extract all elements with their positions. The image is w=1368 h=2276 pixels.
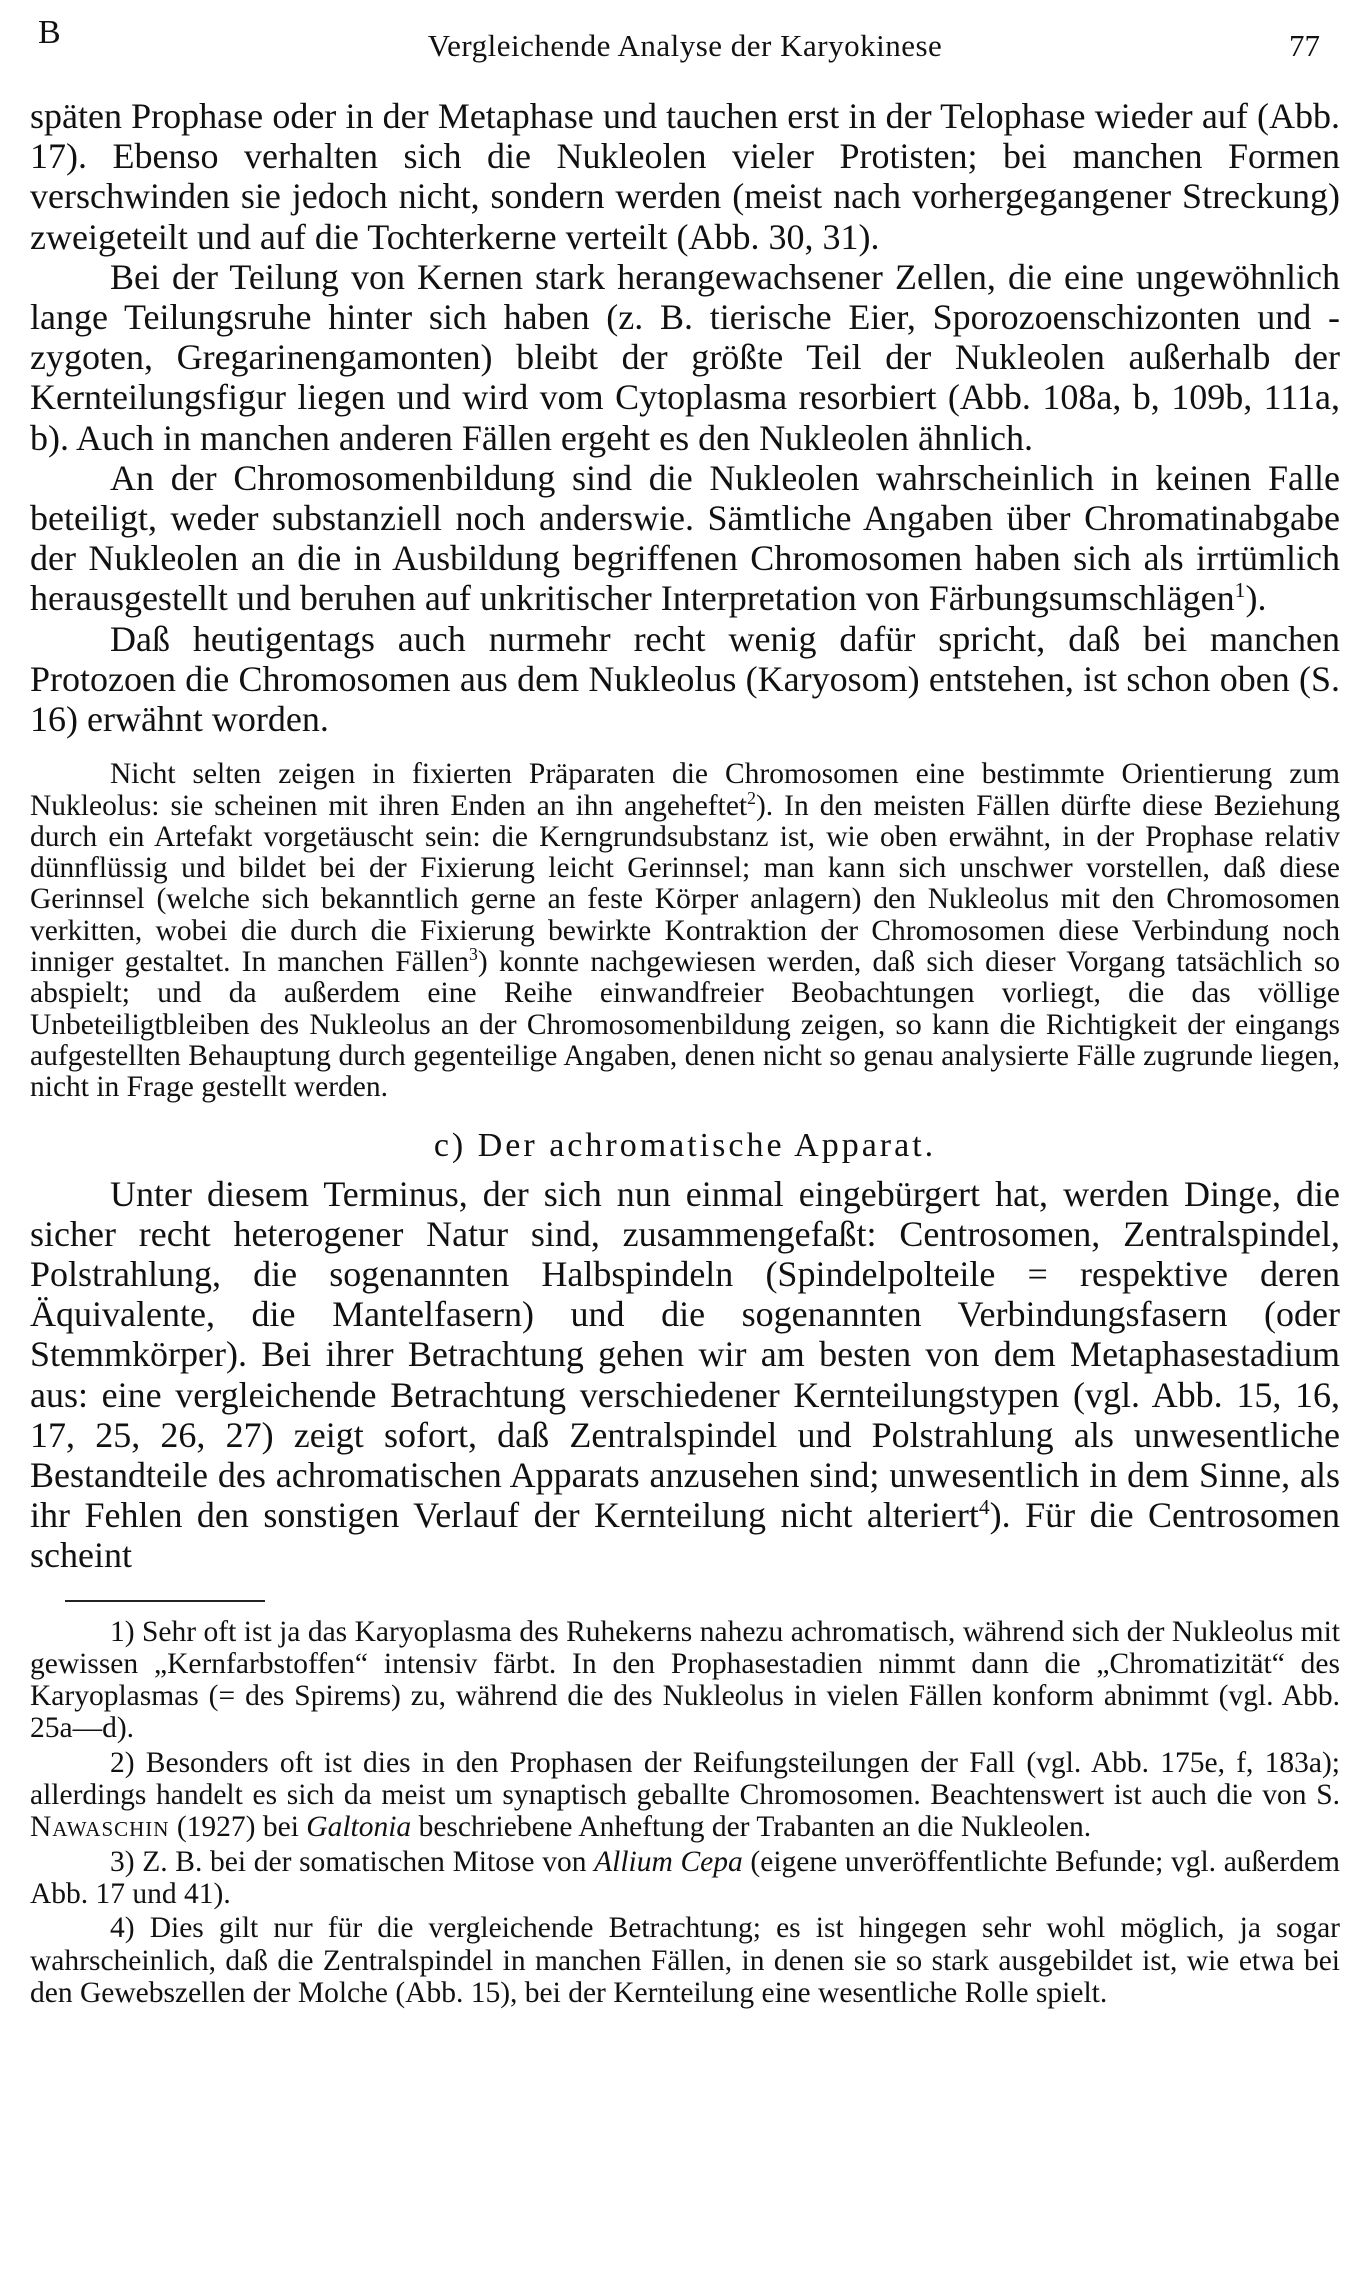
species-name: Allium Cepa (594, 1845, 743, 1878)
small-print-paragraph (30, 759, 1340, 1103)
footnote-ref-3: 3 (468, 944, 478, 965)
page-number: 77 (1289, 28, 1320, 63)
page-header (30, 0, 1340, 96)
paragraph-1: späten Prophase oder in der Metaphase und tauchen erst in der Telophase wieder auf (Abb. 17). Ebenso verhalten sich die Nukleolen vieler Protisten; bei manchen Formen verschwinden sie jedoch nicht, sondern werden (meist nach vorhergegangener Streckung) zweigeteilt und auf die Tochterkerne verteilt (Abb. 30, 31). (30, 96, 1340, 257)
footnote-ref-1: 1 (1234, 578, 1246, 603)
small-text-1: Nicht selten zeigen in fixierten Präparaten die Chromosomen eine bestimmte Orientierung zum Nukleolus: sie scheinen mit ihren Enden an ihn angeheftet (30, 758, 1340, 822)
paragraph-3-tail: ). (1245, 578, 1267, 619)
paragraph-4: Daß heutigentags auch nurmehr recht wenig dafür spricht, daß bei manchen Protozoen die Chromosomen aus dem Nukleolus (Karyosom) entstehen, ist schon oben (S. 16) erwähnt worden. (30, 618, 1340, 740)
genus-name: Galtonia (306, 1811, 412, 1844)
footnote-3 (30, 1846, 1340, 1911)
footnote-ref-2: 2 (747, 787, 756, 808)
paragraph-3 (30, 458, 1340, 619)
paragraph-2: Bei der Teilung von Kernen stark herangewachsener Zellen, die eine ungewöhnlich lange Teilungsruhe hinter sich haben (z. B. tierische Eier, Sporozoenschizonten und -zygoten, Gregarinengamonten) bleibt der größte Teil der Nukleolen außerhalb der Kernteilungsfigur liegen und wird vom Cytoplasma resorbiert (Abb. 108a, b, 109b, 111a, b). Auch in manchen anderen Fällen ergeht es den Nukleolen ähnlich. (30, 256, 1340, 458)
section-text (30, 1174, 1340, 1576)
running-title: Vergleichende Analyse der Karyokinese (427, 28, 943, 63)
section-paragraph-tail: ). Für die Centrosomen scheint (30, 1495, 1341, 1576)
small-text-2: ). In den meisten Fällen dürfte diese Beziehung durch ein Artefakt vorgetäuscht sein: die Kerngrundsubstanz ist, wie oben erwähnt, in der Prophase relativ dünnflüssig und bildet bei der Fixierung leicht Gerinnsel; man kann sich unschwer vorstellen, daß diese Gerinnsel (welche sich bekanntlich gerne an feste Körper anlagern) den Nukleolus mit den Chromosomen verkitten, wobei die durch die Fixierung bewirkte Kontraktion der Chromosomen diese Verbindung noch inniger gestaltet. In manchen Fällen (30, 789, 1341, 979)
footnote-4: 4) Dies gilt nur für die vergleichende Betrachtung; es ist hingegen sehr wohl möglich, ja sogar wahrscheinlich, daß die Zentralspindel in manchen Fällen, in denen sie so stark ausgebildet ist, wie etwa bei den Gewebszellen der Molche (Abb. 15), bei der Kernteilung eine wesentliche Rolle spielt. (30, 1912, 1340, 2009)
section-heading: c) Der achromatische Apparat. (433, 1126, 937, 1164)
footnote-2-text: 2) Besonders oft ist dies in den Prophasen der Reifungsteilungen der Fall (vgl. Abb. 175e, f, 183a); allerdings handelt es sich da meist um synaptisch geballte Chromosomen. Beachtenswert ist auch die von S. (30, 1746, 1340, 1812)
author-name: Nawaschin (30, 1811, 170, 1844)
footnote-1: 1) Sehr oft ist ja das Karyoplasma des Ruhekerns nahezu achromatisch, während sich der Nukleolus mit gewissen „Kernfarbstoffen“ intensiv färbt. In den Prophasestadien nimmt dann die „Chromatizität“ des Karyoplasmas (= des Spirems) zu, während die des Nukleolus in vielen Fällen konform abnimmt (vgl. Abb. 25a—d). (30, 1615, 1340, 1745)
paragraph-3-text: An der Chromosomenbildung sind die Nukleolen wahrscheinlich in keinen Falle beteiligt, weder substanziell noch anderswie. Sämtliche Angaben über Chromatinabgabe der Nukleolen an die in Ausbildung begriffenen Chromosomen haben sich als irrtümlich herausgestellt und beruhen auf unkritischer Interpretation von Färbungsumschlägen (30, 457, 1340, 619)
footnote-3-text-b: (eigene unveröffentlichte Befunde; vgl. außerdem Abb. 17 und 41). (30, 1845, 1340, 1910)
main-text (30, 96, 1340, 739)
footnote-2 (30, 1747, 1340, 1844)
footnote-divider (65, 1600, 265, 1602)
footnotes (30, 1616, 1340, 2010)
footnote-2-text-c: beschriebene Anheftung der Trabanten an die Nukleolen. (418, 1811, 1092, 1844)
footnote-ref-4: 4 (978, 1495, 990, 1520)
signature-mark: B (38, 14, 61, 51)
small-text-3: ) konnte nachgewiesen werden, daß sich dieser Vorgang tatsächlich so abspielt; und da außerdem eine Reihe einwandfreier Beobachtungen vorliegt, die das völlige Unbeteiligtbleiben des Nukleolus an der Chromosomenbildung zeigen, so kann die Richtigkeit der eingangs aufgestellten Behauptung durch gegenteilige Angaben, denen nicht so genau analysierte Fälle zugrunde liegen, nicht in Frage gestellt werden. (30, 946, 1341, 1104)
footnote-3-text: 3) Z. B. bei der somatischen Mitose von (110, 1845, 587, 1878)
section-paragraph: Unter diesem Terminus, der sich nun einmal eingebürgert hat, werden Dinge, die sicher recht heterogener Natur sind, zusammengefaßt: Centrosomen, Zentralspindel, Polstrahlung, die sogenannten Halbspindeln (Spindelpolteile = respektive deren Äquivalente, die Mantelfasern) und die sogenannten Verbindungsfasern (oder Stemmkörper). Bei ihrer Betrachtung gehen wir am besten von dem Metaphasestadium aus: eine vergleichende Betrachtung verschiedener Kernteilungstypen (vgl. Abb. 15, 16, 17, 25, 26, 27) zeigt sofort, daß Zentralspindel und Polstrahlung als unwesentliche Bestandteile des achromatischen Apparats anzusehen sind; unwesentlich in dem Sinne, als ihr Fehlen den sonstigen Verlauf der Kernteilung nicht alteriert (30, 1173, 1340, 1536)
footnote-2-text-b: (1927) bei (176, 1811, 299, 1844)
